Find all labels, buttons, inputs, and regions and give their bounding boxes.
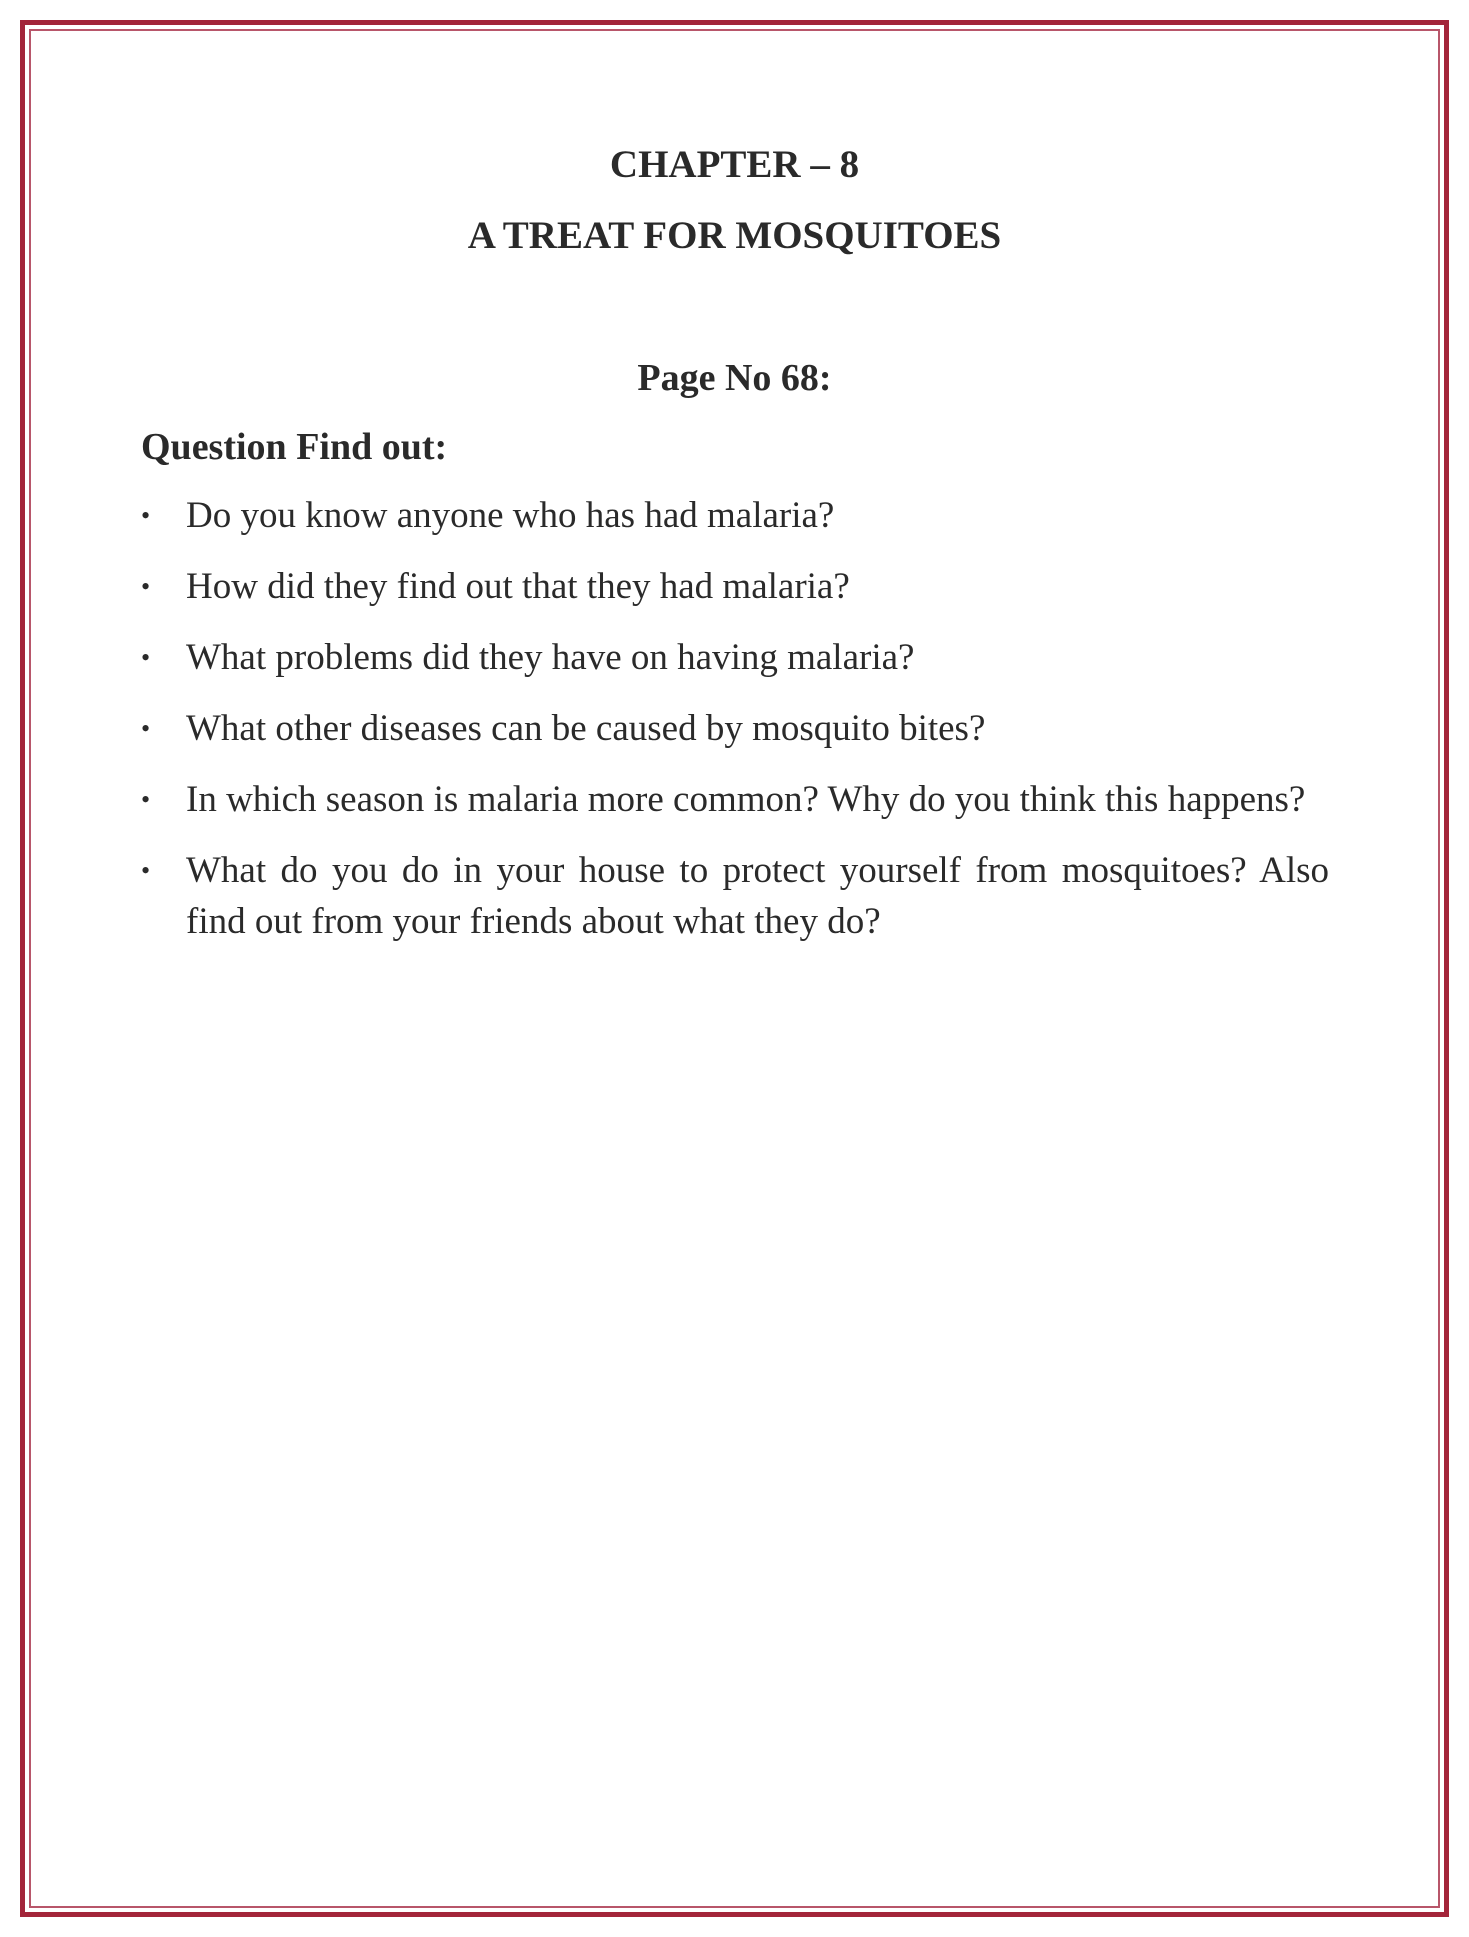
list-item	[141, 632, 1329, 683]
bullet-icon: •	[141, 643, 151, 672]
question-text: Do you know anyone who has had malaria?	[186, 495, 835, 536]
chapter-number: CHAPTER – 8	[609, 143, 860, 186]
question-text: What do you do in your house to protect yourself from mosquitoes? Also find out from your friends about what they do?	[186, 850, 1329, 942]
page-border-inner	[29, 29, 1440, 1908]
section-heading: Question Find out:	[141, 426, 448, 468]
bullet-icon: •	[141, 714, 151, 743]
list-item	[141, 490, 1329, 541]
page-number-label: Page No 68:	[637, 357, 832, 399]
bullet-icon: •	[141, 501, 151, 530]
bullet-icon: •	[141, 856, 151, 885]
list-item	[141, 561, 1329, 612]
bullet-icon: •	[141, 785, 151, 814]
list-item	[141, 703, 1329, 754]
bullet-icon: •	[141, 572, 151, 601]
question-text: What problems did they have on having malaria?	[186, 637, 915, 678]
question-list	[141, 490, 1329, 967]
list-item	[141, 774, 1329, 825]
question-text: In which season is malaria more common? Why do you think this happens?	[186, 779, 1306, 820]
question-text: How did they find out that they had malaria?	[186, 566, 850, 607]
chapter-title: A TREAT FOR MOSQUITOES	[467, 214, 1002, 257]
question-text: What other diseases can be caused by mosquito bites?	[186, 708, 986, 749]
list-item	[141, 845, 1329, 947]
